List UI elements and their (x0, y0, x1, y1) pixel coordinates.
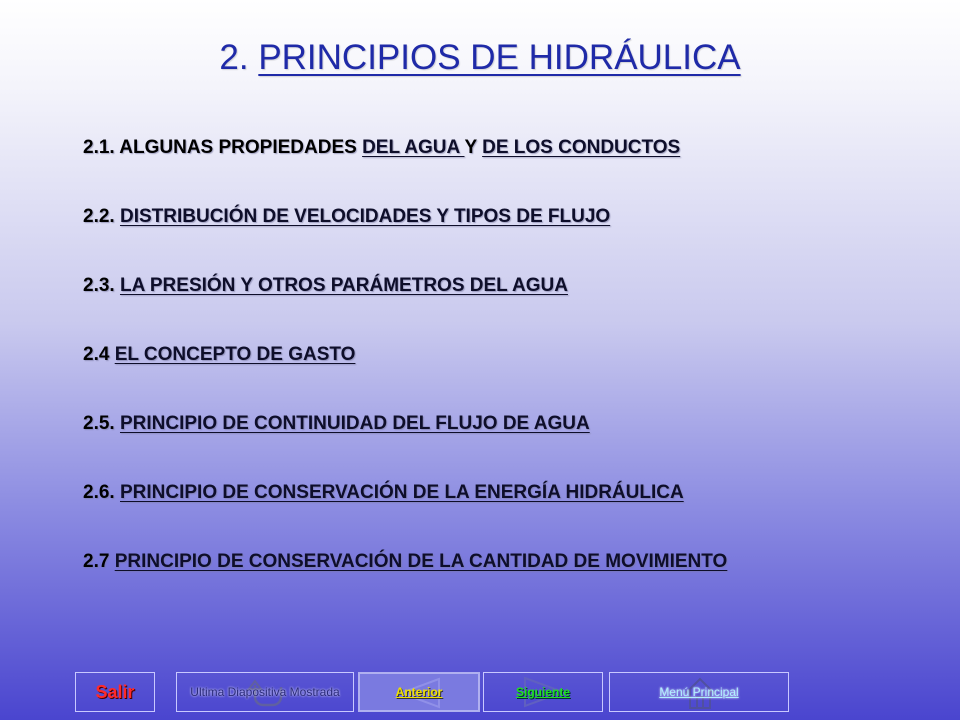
siguiente-button[interactable] (483, 672, 603, 712)
item-prefix: 2.3. (83, 275, 120, 296)
list-item-2-2 (83, 206, 610, 228)
item-prefix: 2.1. ALGUNAS PROPIEDADES (83, 137, 363, 158)
anterior-button[interactable] (358, 672, 480, 712)
page-title (0, 38, 960, 78)
title-number: 2. (219, 38, 249, 77)
link-presion[interactable]: LA PRESIÓN Y OTROS PARÁMETROS DEL AGUA (119, 275, 568, 296)
list-item-2-7 (83, 551, 727, 573)
item-prefix: 2.4 (83, 344, 115, 365)
link-conservacion-energia[interactable]: PRINCIPIO DE CONSERVACIÓN DE LA ENERGÍA HIDRÁULICA (119, 482, 684, 503)
list-item-2-5 (83, 413, 590, 435)
item-mid: Y (464, 137, 483, 158)
link-continuidad[interactable]: PRINCIPIO DE CONTINUIDAD DEL FLUJO DE AGUA (119, 413, 590, 434)
menu-label: Menú Principal (659, 685, 739, 699)
ultima-diapositiva-button[interactable] (176, 672, 354, 712)
list-item-2-1 (83, 137, 680, 159)
link-distribucion-velocidades[interactable]: DISTRIBUCIÓN DE VELOCIDADES Y TIPOS DE FLUJO (119, 206, 611, 227)
title-text: PRINCIPIOS DE HIDRÁULICA (258, 38, 741, 77)
ultima-label: Ultima Diapositiva Mostrada (190, 685, 340, 699)
list-item-2-6 (83, 482, 684, 504)
salir-button[interactable] (75, 672, 155, 712)
item-prefix: 2.7 (83, 551, 115, 572)
item-prefix: 2.6. (83, 482, 120, 503)
salir-label: Salir (95, 681, 135, 702)
item-prefix: 2.5. (83, 413, 120, 434)
item-prefix: 2.2. (83, 206, 120, 227)
link-cantidad-movimiento[interactable]: PRINCIPIO DE CONSERVACIÓN DE LA CANTIDAD DE MOVIMIENTO (114, 551, 728, 572)
list-item-2-4 (83, 344, 355, 366)
link-concepto-gasto[interactable]: EL CONCEPTO DE GASTO (114, 344, 356, 365)
siguiente-label: Siguiente (515, 685, 570, 699)
list-item-2-3 (83, 275, 568, 297)
link-del-agua[interactable]: DEL AGUA (362, 137, 465, 158)
anterior-label: Anterior (395, 685, 443, 699)
menu-principal-button[interactable] (609, 672, 789, 712)
link-de-los-conductos[interactable]: DE LOS CONDUCTOS (482, 137, 681, 158)
